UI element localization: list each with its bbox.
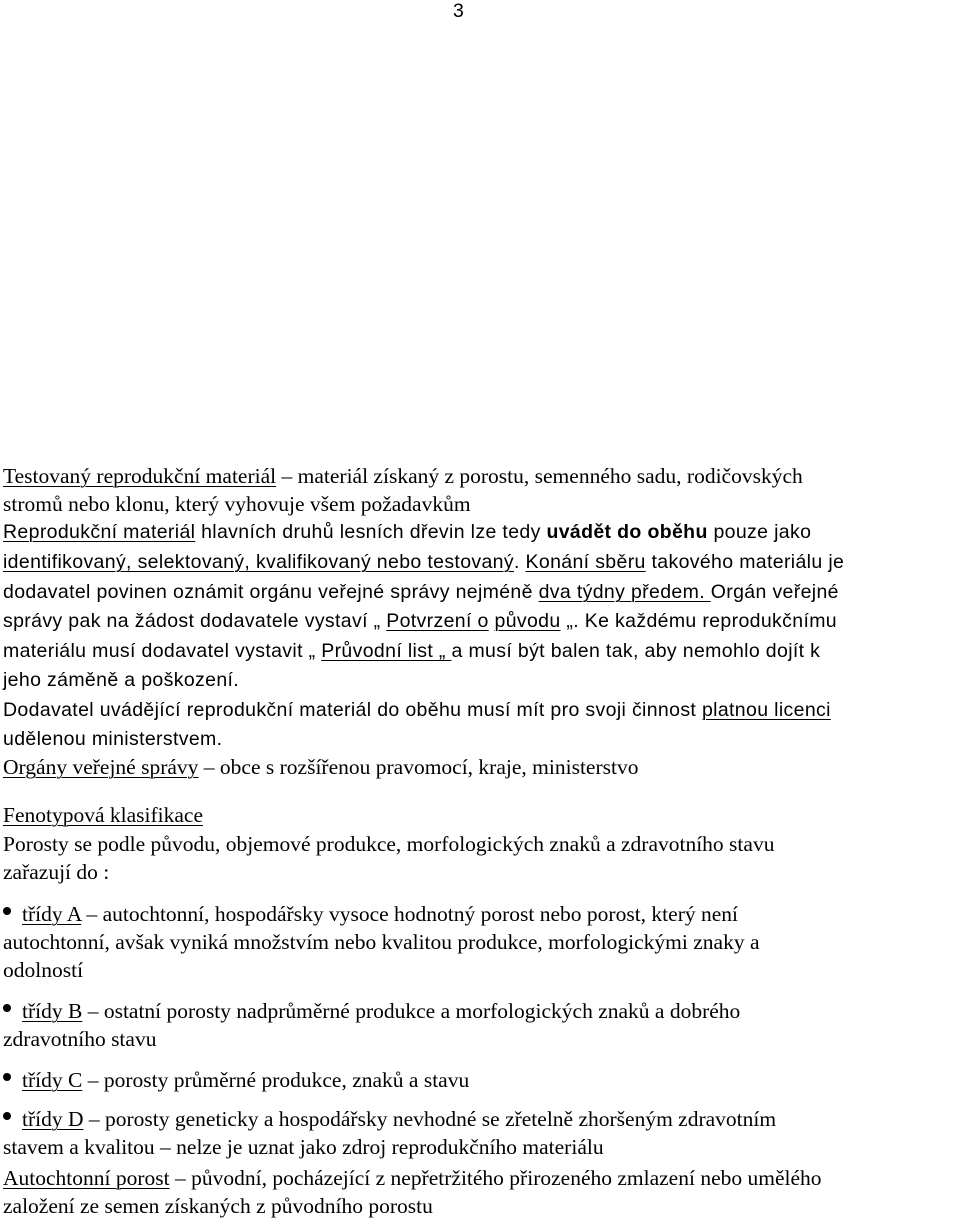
text-line xyxy=(3,523,811,543)
text-span: – obce s rozšířenou pravomocí, kraje, ministerstvo xyxy=(198,755,639,779)
underlined-phrase: původu xyxy=(494,610,561,632)
text-span: – porosty průměrné produkce, znaků a stavu xyxy=(82,1068,470,1092)
list-item-class-d xyxy=(22,1109,776,1131)
text-line xyxy=(3,553,844,573)
class-term: třídy D xyxy=(22,1107,84,1131)
underlined-phrase: Konání sběru xyxy=(525,551,646,573)
list-item-class-b xyxy=(22,1001,740,1023)
underlined-phrase: platnou licenci xyxy=(701,699,831,721)
term-reprodukcni-material: Reprodukční materiál xyxy=(3,521,196,543)
text-span: dodavatel povinen oznámit orgánu veřejné správy nejméně xyxy=(3,581,539,603)
text-line xyxy=(3,1168,822,1190)
text-line: zařazují do : xyxy=(3,860,110,884)
underlined-phrase: „ xyxy=(433,640,452,662)
term-autochtonni-porost: Autochtonní porost xyxy=(3,1166,170,1190)
text-line: jeho záměně a poškození. xyxy=(3,669,240,691)
text-line: odolností xyxy=(3,958,84,982)
bold-phrase: uvádět do oběhu xyxy=(546,521,708,543)
text-span: – porosty geneticky a hospodářsky nevhodné se zřetelně zhoršeným zdravotním xyxy=(83,1107,777,1131)
text-line xyxy=(3,583,839,603)
text-span: – autochtonní, hospodářsky vysoce hodnotný porost nebo porost, který není xyxy=(81,902,738,926)
underlined-phrase: Potvrzení o xyxy=(386,610,489,632)
text-span: Dodavatel uvádějící reprodukční materiál do oběhu musí mít pro svoji činnost xyxy=(3,699,702,721)
text-span: hlavních druhů lesních dřevin lze tedy xyxy=(195,521,547,543)
text-span: a musí být balen tak, aby nemohlo dojít k xyxy=(451,640,821,662)
text-line: udělenou ministerstvem. xyxy=(3,728,223,750)
bullet-icon xyxy=(3,1004,11,1012)
text-line xyxy=(3,466,803,488)
text-span: – ostatní porosty nadprůměrné produkce a morfologických znaků a dobrého xyxy=(82,999,741,1023)
text-span: takového materiálu je xyxy=(645,551,845,573)
class-term: třídy A xyxy=(22,902,82,926)
text-span: materiálu musí dodavatel vystavit „ xyxy=(3,640,322,662)
bullet-icon xyxy=(3,1073,11,1081)
class-term: třídy B xyxy=(22,999,83,1023)
text-line: stromů nebo klonu, který vyhovuje všem požadavkům xyxy=(3,492,471,516)
list-item-class-a xyxy=(22,904,738,926)
text-line xyxy=(3,612,837,632)
bullet-icon xyxy=(3,907,11,915)
section-heading xyxy=(3,805,203,827)
text-span: Orgán veřejné xyxy=(710,581,839,603)
underlined-phrase: Průvodní list xyxy=(321,640,434,662)
text-line xyxy=(3,757,638,779)
definition-text: – materiál získaný z porostu, semenného sadu, rodičovských xyxy=(276,464,803,488)
text-line: stavem a kvalitou – nelze je uznat jako zdroj reprodukčního materiálu xyxy=(3,1135,604,1159)
heading-text: Fenotypová klasifikace xyxy=(3,803,204,827)
text-span: pouze jako xyxy=(707,521,812,543)
text-line: Porosty se podle původu, objemové produkce, morfologických znaků a zdravotního stavu xyxy=(3,832,775,856)
text-span: „. Ke každému reprodukčnímu xyxy=(560,610,837,632)
page-number: 3 xyxy=(453,0,464,22)
text-line xyxy=(3,701,831,721)
bullet-icon xyxy=(3,1112,11,1120)
term-organy-verejne-spravy: Orgány veřejné správy xyxy=(3,755,199,779)
list-item-class-c xyxy=(22,1070,469,1092)
text-span: správy pak na žádost dodavatele vystaví „ xyxy=(3,610,387,632)
text-line: autochtonní, avšak vyniká množstvím nebo kvalitou produkce, morfologickými znaky a xyxy=(3,930,760,954)
text-line: založení ze semen získaných z původního porostu xyxy=(3,1194,433,1218)
underlined-phrase: dva týdny předem. xyxy=(538,581,711,603)
class-term: třídy C xyxy=(22,1068,83,1092)
term-testovany-material: Testovaný reprodukční materiál xyxy=(3,464,277,488)
underlined-phrase: identifikovaný, selektovaný, kvalifikovaný nebo testovaný xyxy=(3,551,514,573)
text-span: – původní, pocházející z nepřetržitého přirozeného zmlazení nebo umělého xyxy=(169,1166,822,1190)
text-line xyxy=(3,642,820,662)
text-span: . xyxy=(513,551,526,573)
text-line: zdravotního stavu xyxy=(3,1027,157,1051)
